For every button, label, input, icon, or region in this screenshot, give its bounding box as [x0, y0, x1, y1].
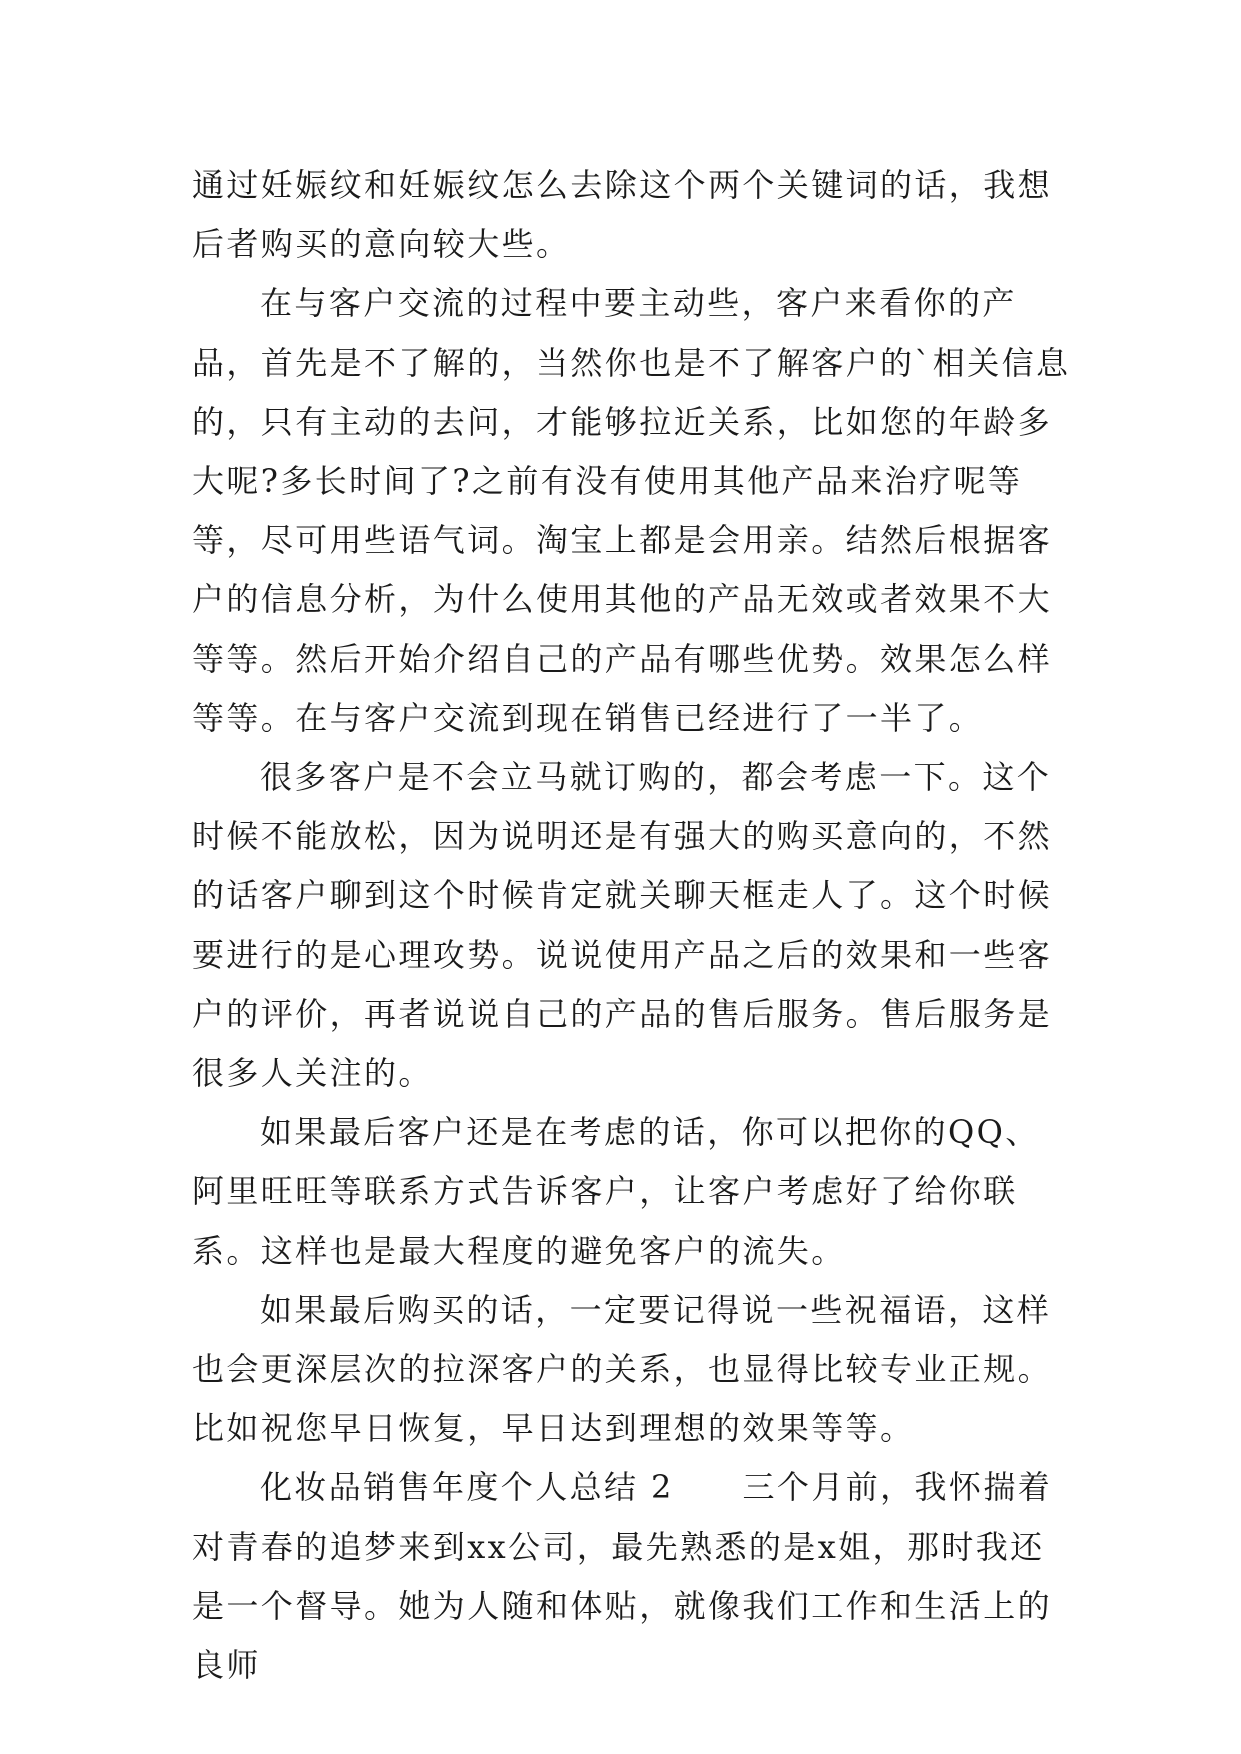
paragraph-3: 很多客户是不会立马就订购的，都会考虑一下。这个时候不能放松，因为说明还是有强大的购买意向的，不然的话客户聊到这个时候肯定就关聊天框走人了。这个时候要进行的是心理攻势。说说使用产品之后的效果和一些客户的评价，再者说说自己的产品的售后服务。售后服务是很多人关注的。: [192, 758, 1053, 1093]
document-body: [192, 156, 1072, 1695]
paragraph-6: 化妆品销售年度个人总结 2 三个月前，我怀揣着对青春的追梦来到xx公司，最先熟悉的是x姐，那时我还是一个督导。她为人随和体贴，就像我们工作和生活上的良师: [192, 1468, 1053, 1685]
paragraph-2: 在与客户交流的过程中要主动些，客户来看你的产品，首先是不了解的，当然你也是不了解客户的`相关信息的，只有主动的去问，才能够拉近关系，比如您的年龄多大呢?多长时间了?之前有没有使用其他产品来治疗呢等等，尽可用些语气词。淘宝上都是会用亲。结然后根据客户的信息分析，为什么使用其他的产品无效或者效果不大等等。然后开始介绍自己的产品有哪些优势。效果怎么样等等。在与客户交流到现在销售已经进行了一半了。: [192, 284, 1071, 737]
paragraph-1: 通过妊娠纹和妊娠纹怎么去除这个两个关键词的话，我想后者购买的意向较大些。: [192, 166, 1053, 264]
paragraph-4: 如果最后客户还是在考虑的话，你可以把你的QQ、阿里旺旺等联系方式告诉客户，让客户考虑好了给你联系。这样也是最大程度的避免客户的流失。: [192, 1113, 1040, 1270]
paragraph-5: 如果最后购买的话，一定要记得说一些祝福语，这样也会更深层次的拉深客户的关系，也显得比较专业正规。比如祝您早日恢复，早日达到理想的效果等等。: [192, 1290, 1053, 1448]
